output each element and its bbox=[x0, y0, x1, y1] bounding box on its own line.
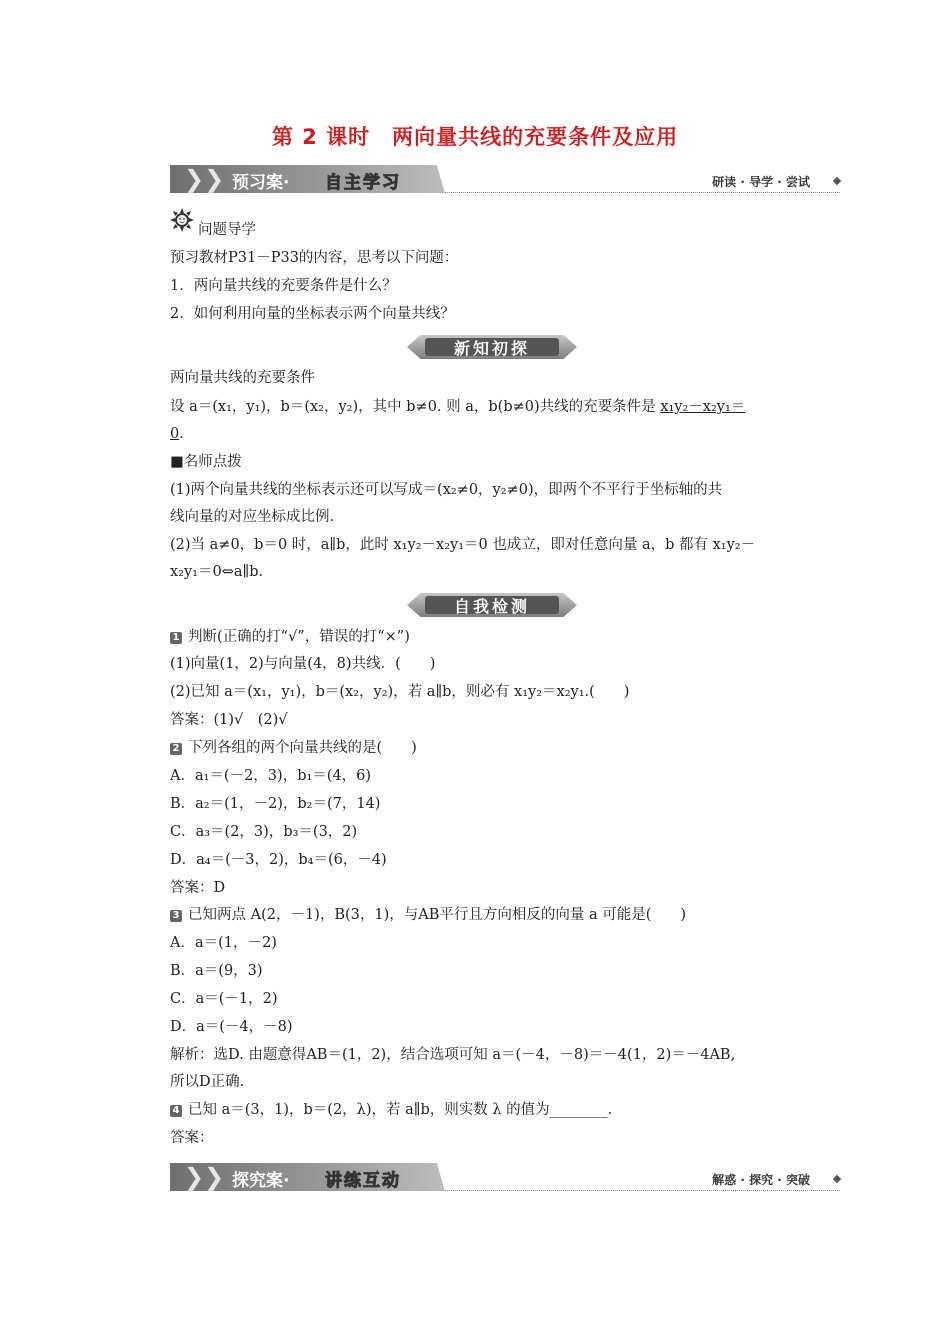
q4-answer: 答案： bbox=[170, 1130, 214, 1146]
knowledge-heading: 两向量共线的充要条件 bbox=[170, 370, 315, 386]
chevron-icon: ❯❯ bbox=[184, 1163, 225, 1191]
chevron-icon: ❯❯ bbox=[184, 165, 225, 193]
q3-stem: 3 已知两点 A(2，－1)，B(3，1)，与AB平行且方向相反的向量 a 可能是( ) bbox=[170, 905, 686, 925]
divider bbox=[445, 1190, 840, 1191]
guide-q1: 1．两向量共线的充要条件是什么？ bbox=[170, 278, 397, 294]
tip-heading: ■名师点拨 bbox=[170, 454, 242, 470]
number-badge: 4 bbox=[170, 1105, 182, 1117]
banner-preview bbox=[170, 165, 840, 195]
lesson-title: 第 2 课时 两向量共线的充要条件及应用 bbox=[271, 125, 679, 149]
section-label: 自我检测 bbox=[453, 597, 530, 616]
q1-answer: 答案：(1)√ (2)√ bbox=[170, 712, 288, 728]
banner-right-label: 自主学习 bbox=[325, 173, 401, 193]
q3-option-a: A．a＝(1，－2) bbox=[170, 935, 277, 951]
guide-q2: 2．如何利用向量的坐标表示两个向量共线？ bbox=[170, 306, 455, 322]
q2-stem: 2 下列各组的两个向量共线的是( ) bbox=[170, 738, 417, 758]
q2-option-b: B．a₂＝(1，－2)，b₂＝(7，14) bbox=[170, 796, 381, 812]
section-new-knowledge bbox=[407, 335, 577, 359]
q1-stem: 1 判断(正确的打“√”，错误的打“×”) bbox=[170, 627, 410, 647]
q3-solution-1: 解析：选D. 由题意得AB＝(1，2)，结合选项可知 a＝(－4，－8)＝－4(1，2)＝－4AB, bbox=[170, 1047, 736, 1063]
q3-option-b: B．a＝(9，3) bbox=[170, 963, 263, 979]
tip-1b: 线向量的对应坐标成比例. bbox=[170, 509, 335, 525]
q1-s1: (1)向量(1，2)与向量(4，8)共线．( ) bbox=[170, 656, 436, 672]
q3-solution-2: 所以D正确. bbox=[170, 1074, 245, 1090]
knowledge-line1: 设 a＝(x₁，y₁)，b＝(x₂，y₂)，其中 b≠0. 则 a，b(b≠0)共线的充要条件是 x₁y₂－x₂y₁＝ bbox=[170, 399, 746, 415]
banner-tag: 研读 · 导学 · 尝试 bbox=[712, 175, 810, 189]
diamond-icon bbox=[833, 177, 841, 185]
q3-option-d: D．a＝(－4，－8) bbox=[170, 1019, 293, 1035]
q2-option-c: C．a₃＝(2，3)，b₃＝(3，2) bbox=[170, 824, 358, 840]
section-self-check bbox=[407, 593, 577, 617]
banner-explore bbox=[170, 1163, 840, 1193]
q2-answer: 答案：D bbox=[170, 880, 226, 896]
guide-heading: 问题导学 bbox=[198, 222, 256, 238]
tip-2a: (2)当 a≠0，b＝0 时，a∥b，此时 x₁y₂－x₂y₁＝0 也成立，即对任意向量 a，b 都有 x₁y₂－ bbox=[170, 537, 756, 553]
banner-tag: 解惑 · 探究 · 突破 bbox=[712, 1173, 810, 1187]
q4-stem: 4 已知 a＝(3，1)，b＝(2，λ)，若 a∥b，则实数 λ 的值为________. bbox=[170, 1100, 612, 1120]
banner-left-label: 预习案· bbox=[232, 173, 290, 193]
tip-2b: x₂y₁＝0⇔a∥b. bbox=[170, 564, 264, 580]
number-badge: 1 bbox=[170, 632, 182, 644]
q2-option-d: D．a₄＝(－3，2)，b₄＝(6，－4) bbox=[170, 852, 387, 868]
tip-1a: (1)两个向量共线的坐标表示还可以写成＝(x₂≠0，y₂≠0)，即两个不平行于坐标轴的共 bbox=[170, 482, 723, 498]
banner-right-label: 讲练互动 bbox=[325, 1171, 401, 1191]
banner-left-label: 探究案· bbox=[232, 1171, 290, 1191]
diamond-icon bbox=[833, 1175, 841, 1183]
number-badge: 2 bbox=[170, 743, 182, 755]
divider bbox=[445, 192, 840, 193]
knowledge-line2: 0. bbox=[170, 426, 184, 442]
number-badge: 3 bbox=[170, 910, 182, 922]
section-label: 新知初探 bbox=[453, 339, 530, 358]
sun-icon bbox=[170, 208, 194, 232]
q3-option-c: C．a＝(－1，2) bbox=[170, 991, 278, 1007]
q2-option-a: A．a₁＝(－2，3)，b₁＝(4，6) bbox=[170, 768, 372, 784]
guide-intro: 预习教材P31－P33的内容，思考以下问题： bbox=[170, 250, 459, 266]
q1-s2: (2)已知 a＝(x₁，y₁)，b＝(x₂，y₂)，若 a∥b，则必有 x₁y₂＝x₂y₁.( ) bbox=[170, 684, 630, 700]
